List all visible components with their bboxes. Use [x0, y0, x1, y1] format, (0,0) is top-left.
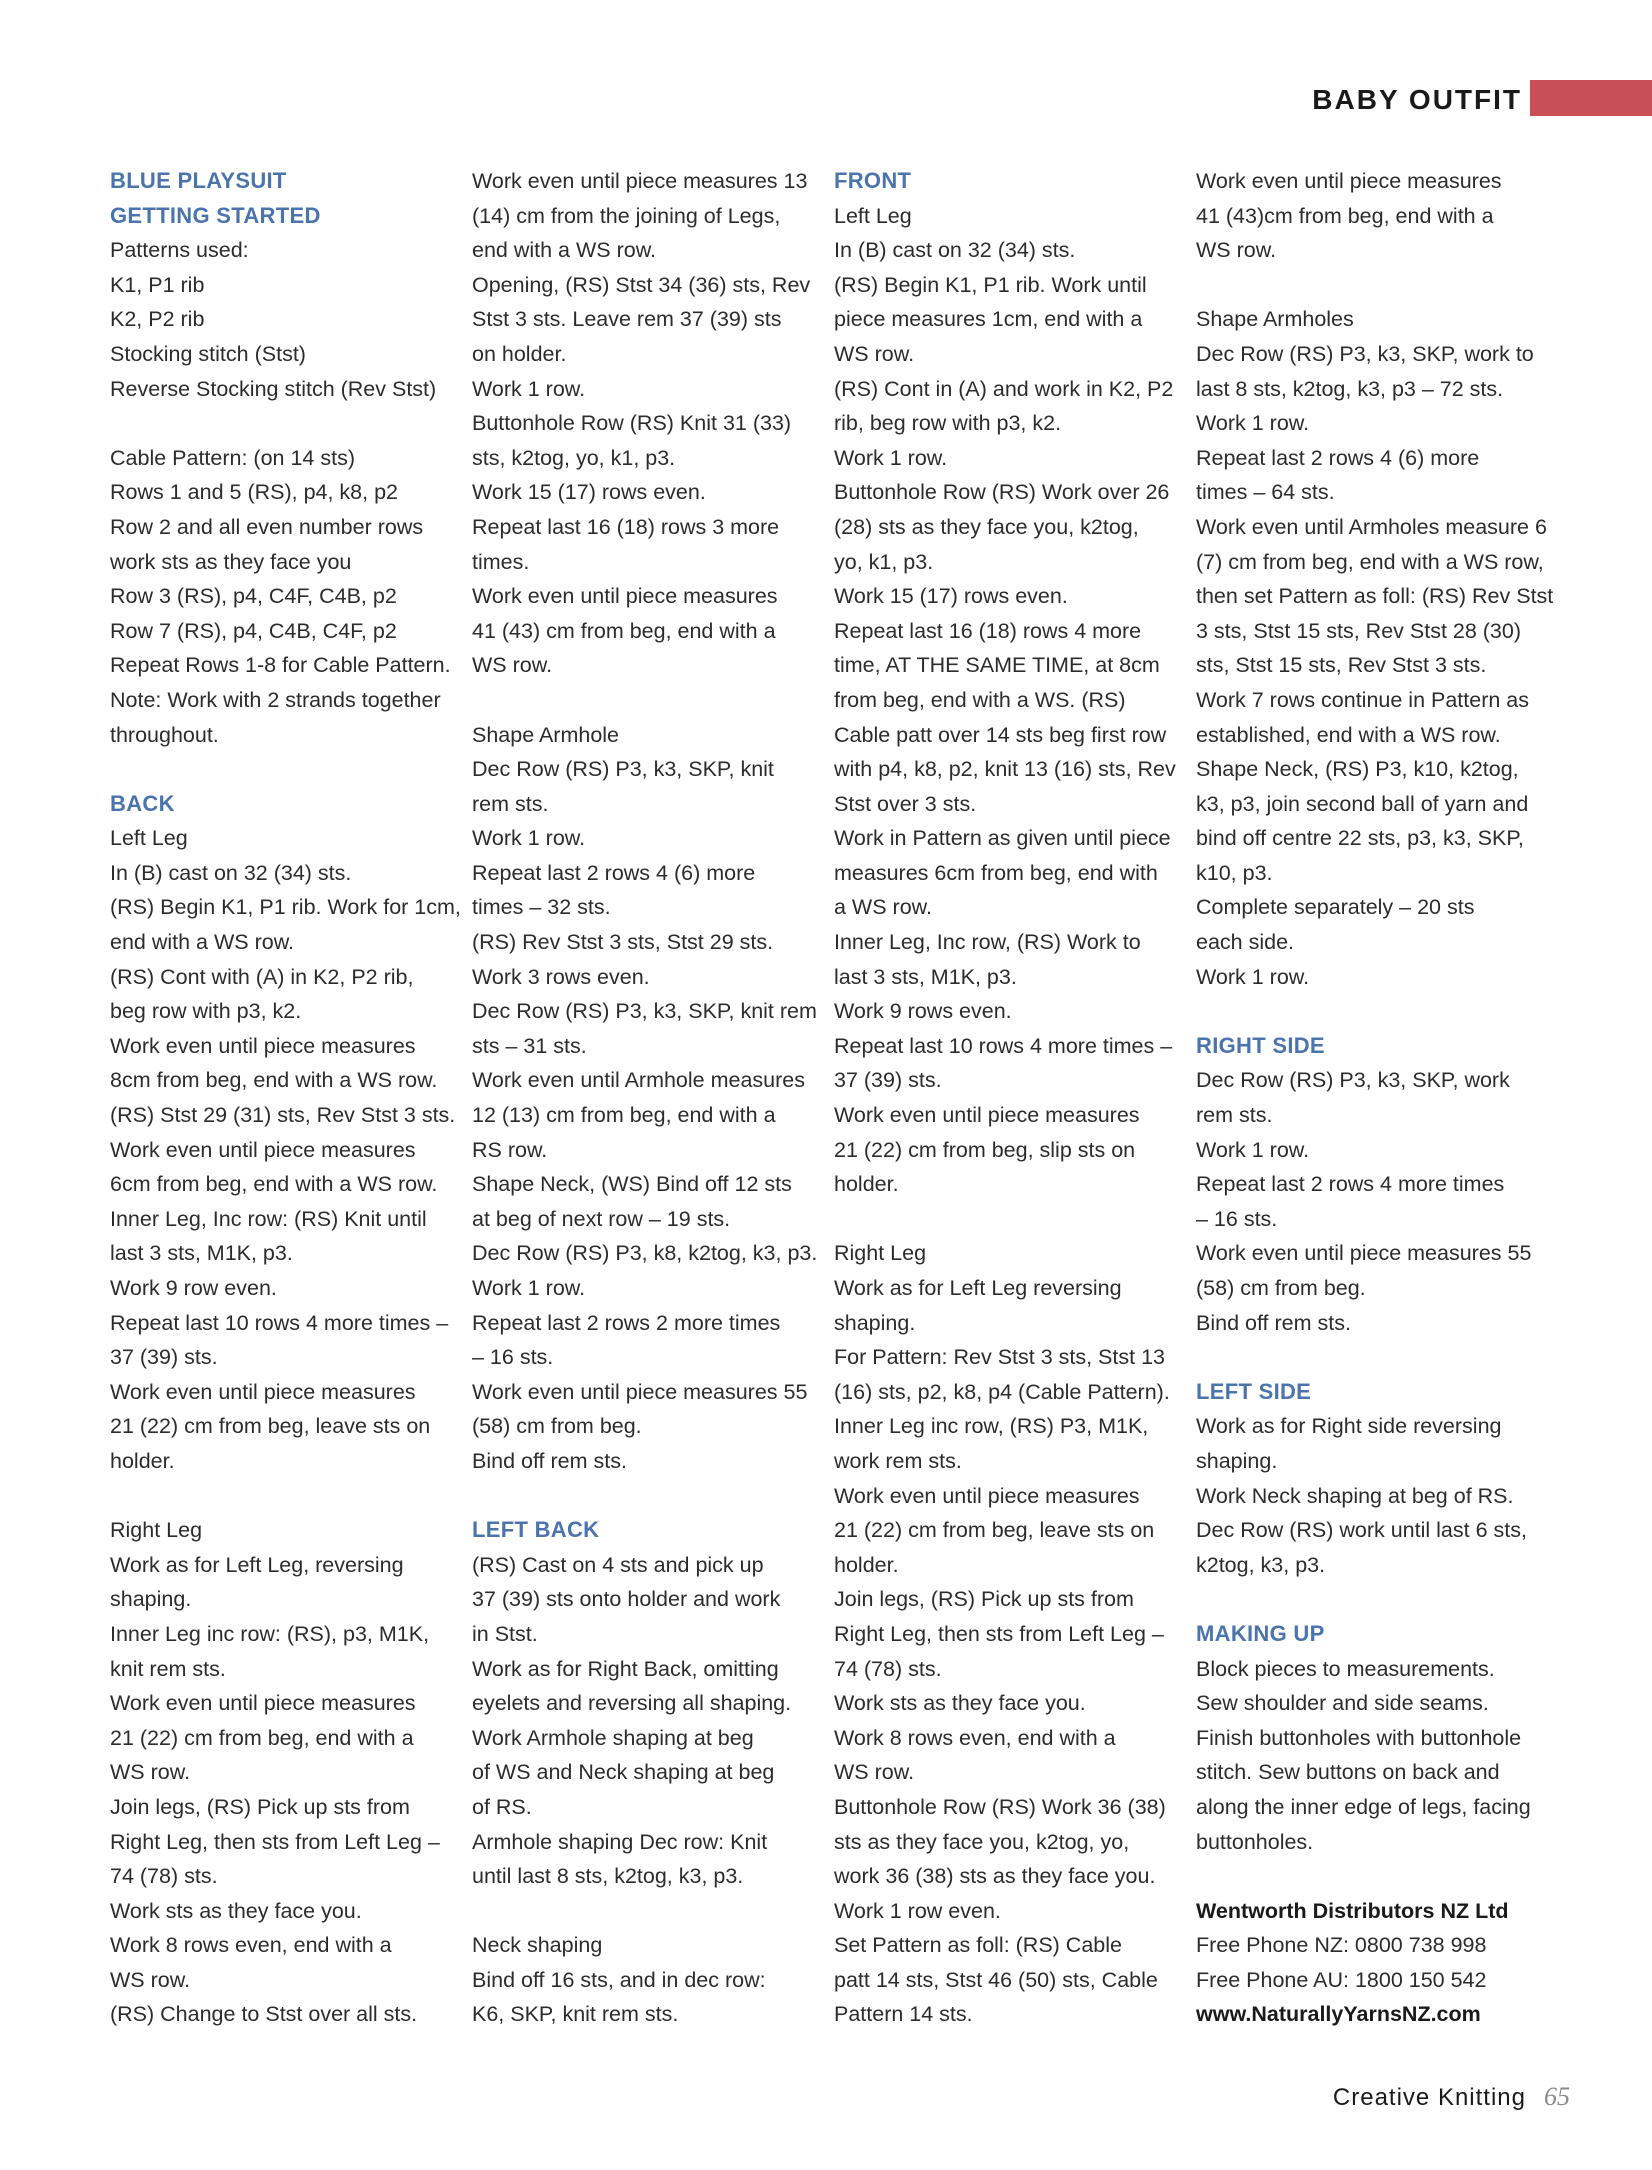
text-line: holder.: [834, 1172, 899, 1197]
section-color-bar: [1530, 80, 1652, 116]
text-line: (7) cm from beg, end with a WS row,: [1196, 549, 1544, 574]
text-line: Work 1 row.: [1196, 411, 1310, 436]
text-line: Inner Leg inc row, (RS) P3, M1K,: [834, 1414, 1149, 1439]
text-line: Work even until piece measures: [110, 1033, 416, 1058]
text-line: Repeat last 16 (18) rows 3 more: [472, 514, 780, 539]
text-line: 37 (39) sts.: [834, 1068, 942, 1093]
text-line: buttonholes.: [1196, 1829, 1314, 1854]
text-line: (RS) Begin K1, P1 rib. Work until: [834, 272, 1147, 297]
text-line: Join legs, (RS) Pick up sts from: [834, 1587, 1134, 1612]
text-line: – 16 sts.: [1196, 1206, 1278, 1231]
text-line: Work 9 rows even.: [834, 999, 1012, 1024]
text-line: 3 sts, Stst 15 sts, Rev Stst 28 (30): [1196, 618, 1522, 643]
text-line: Row 2 and all even number rows: [110, 514, 424, 539]
text-line: then set Pattern as foll: (RS) Rev Stst: [1196, 584, 1554, 609]
text-line: Work even until Armholes measure 6: [1196, 514, 1547, 539]
text-line: times.: [472, 549, 530, 574]
text-line: last 8 sts, k2tog, k3, p3 – 72 sts.: [1196, 376, 1504, 401]
section-heading: LEFT SIDE: [1196, 1378, 1312, 1404]
text-line: (58) cm from beg.: [472, 1414, 642, 1439]
text-line: Repeat last 2 rows 4 (6) more: [1196, 445, 1480, 470]
text-line: along the inner edge of legs, facing: [1196, 1794, 1531, 1819]
text-line: 74 (78) sts.: [834, 1656, 942, 1681]
text-line: Stst 3 sts. Leave rem 37 (39) sts: [472, 307, 782, 332]
text-line: until last 8 sts, k2tog, k3, p3.: [472, 1864, 744, 1889]
text-line: Buttonhole Row (RS) Knit 31 (33): [472, 411, 792, 436]
text-column-4: [1196, 164, 1554, 2032]
text-line: from beg, end with a WS. (RS): [834, 687, 1126, 712]
text-line: Pattern 14 sts.: [834, 2002, 973, 2027]
text-line: Dec Row (RS) P3, k3, SKP, work: [1196, 1068, 1510, 1093]
text-line: piece measures 1cm, end with a: [834, 307, 1143, 332]
text-line: (RS) Cast on 4 sts and pick up: [472, 1552, 764, 1577]
text-line: Work even until piece measures 55: [1196, 1241, 1532, 1266]
text-line: Work even until Armhole measures: [472, 1068, 805, 1093]
text-line: holder.: [110, 1448, 175, 1473]
text-line: Bind off rem sts.: [472, 1448, 627, 1473]
text-line: last 3 sts, M1K, p3.: [110, 1241, 293, 1266]
text-line: knit rem sts.: [110, 1656, 226, 1681]
text-line: 8cm from beg, end with a WS row.: [110, 1068, 438, 1093]
text-line: 21 (22) cm from beg, leave sts on: [110, 1414, 431, 1439]
publication-name: Creative Knitting: [1332, 2084, 1526, 2111]
text-line: holder.: [834, 1552, 899, 1577]
text-line: Work even until piece measures 55: [472, 1379, 808, 1404]
text-line: Work as for Left Leg, reversing: [110, 1552, 404, 1577]
section-heading: MAKING UP: [1196, 1620, 1325, 1646]
text-line: Bind off 16 sts, and in dec row:: [472, 1967, 766, 1992]
text-line: Inner Leg, Inc row: (RS) Knit until: [110, 1206, 427, 1231]
text-line: shaping.: [834, 1310, 916, 1335]
text-line: Right Leg: [110, 1518, 203, 1543]
section-heading: GETTING STARTED: [110, 202, 321, 228]
text-line: 41 (43) cm from beg, end with a: [472, 618, 776, 643]
text-line: Repeat last 2 rows 4 more times: [1196, 1172, 1505, 1197]
text-column-1: [110, 164, 461, 2032]
text-line: Work 3 rows even.: [472, 964, 650, 989]
text-line: 21 (22) cm from beg, slip sts on: [834, 1137, 1136, 1162]
text-line: Work even until piece measures: [472, 584, 778, 609]
text-line: shaping.: [110, 1587, 192, 1612]
text-line: Work 8 rows even, end with a: [110, 1933, 392, 1958]
blank-line: [834, 1202, 1174, 1237]
text-line: (RS) Stst 29 (31) sts, Rev Stst 3 sts.: [110, 1103, 456, 1128]
text-line: Dec Row (RS) P3, k3, SKP, work to: [1196, 341, 1534, 366]
text-line: Repeat last 10 rows 4 more times –: [110, 1310, 449, 1335]
text-line: Buttonhole Row (RS) Work 36 (38): [834, 1794, 1166, 1819]
text-line: Stocking stitch (Stst): [110, 341, 306, 366]
section-heading: FRONT: [834, 168, 912, 193]
text-line: Work as for Right Back, omitting: [472, 1656, 779, 1681]
blank-line: [472, 683, 812, 718]
text-line: Dec Row (RS) P3, k3, SKP, knit: [472, 757, 774, 782]
text-line: Note: Work with 2 strands together: [110, 687, 441, 712]
text-line: 41 (43)cm from beg, end with a: [1196, 203, 1494, 228]
text-line: Work even until piece measures: [110, 1137, 416, 1162]
text-line: shaping.: [1196, 1448, 1278, 1473]
text-line: (14) cm from the joining of Legs,: [472, 203, 781, 228]
text-line: on holder.: [472, 341, 567, 366]
text-line: Work 15 (17) rows even.: [472, 480, 706, 505]
text-line: sts, k2tog, yo, k1, p3.: [472, 445, 676, 470]
blank-line: [1196, 1859, 1536, 1894]
text-line: Finish buttonholes with buttonhole: [1196, 1725, 1522, 1750]
text-line: rib, beg row with p3, k2.: [834, 411, 1062, 436]
text-line: In (B) cast on 32 (34) sts.: [834, 238, 1076, 263]
text-line: Inner Leg, Inc row, (RS) Work to: [834, 930, 1141, 955]
text-line: K1, P1 rib: [110, 272, 205, 297]
text-line: Work even until piece measures: [110, 1691, 416, 1716]
text-column-3: [834, 164, 1174, 2032]
text-line: Bind off rem sts.: [1196, 1310, 1351, 1335]
text-line: k10, p3.: [1196, 860, 1273, 885]
text-line: Reverse Stocking stitch (Rev Stst): [110, 376, 437, 401]
text-line: yo, k1, p3.: [834, 549, 934, 574]
text-line: Work as for Left Leg reversing: [834, 1276, 1122, 1300]
text-line: Cable Pattern: (on 14 sts): [110, 445, 355, 470]
text-line: Stst over 3 sts.: [834, 791, 977, 816]
text-line: Dec Row (RS) P3, k3, SKP, knit rem: [472, 999, 817, 1024]
text-line: Work 1 row.: [1196, 1137, 1310, 1162]
text-line: Work Neck shaping at beg of RS.: [1196, 1483, 1514, 1508]
text-line: Right Leg, then sts from Left Leg –: [110, 1829, 440, 1854]
page-footer: [1250, 2082, 1570, 2112]
text-line: Work sts as they face you.: [834, 1691, 1086, 1716]
text-line: of RS.: [472, 1794, 532, 1819]
text-line: RS row.: [472, 1137, 548, 1162]
text-line: Work 1 row.: [1196, 964, 1310, 989]
text-line: Complete separately – 20 sts: [1196, 895, 1475, 920]
text-line: established, end with a WS row.: [1196, 722, 1501, 747]
text-line: of WS and Neck shaping at beg: [472, 1760, 775, 1785]
text-line: (RS) Change to Stst over all sts.: [110, 2002, 418, 2027]
text-line: Work sts as they face you.: [110, 1898, 362, 1923]
text-line: Left Leg: [110, 826, 188, 851]
text-line: WS row.: [1196, 238, 1277, 263]
text-line: beg row with p3, k2.: [110, 999, 302, 1024]
text-line: sts, Stst 15 sts, Rev Stst 3 sts.: [1196, 653, 1487, 678]
text-line: Work Armhole shaping at beg: [472, 1725, 754, 1750]
text-line: work sts as they face you: [110, 549, 352, 574]
text-line: times – 64 sts.: [1196, 480, 1335, 505]
text-line: times – 32 sts.: [472, 895, 611, 920]
text-line: Work as for Right side reversing: [1196, 1414, 1502, 1439]
text-line: patt 14 sts, Stst 46 (50) sts, Cable: [834, 1967, 1158, 1992]
text-line: Shape Armholes: [1196, 307, 1354, 332]
text-line: eyelets and reversing all shaping.: [472, 1691, 792, 1716]
text-line: Shape Neck, (RS) P3, k10, k2tog,: [1196, 757, 1519, 782]
text-line: end with a WS row.: [472, 238, 657, 263]
text-line: Dec Row (RS) work until last 6 sts,: [1196, 1518, 1527, 1543]
text-line: Set Pattern as foll: (RS) Cable: [834, 1933, 1122, 1958]
text-line: Wentworth Distributors NZ Ltd: [1196, 1898, 1509, 1923]
page-number: 65: [1544, 2082, 1570, 2111]
text-line: WS row.: [110, 1760, 191, 1785]
text-line: work 36 (38) sts as they face you.: [834, 1864, 1156, 1889]
blank-line: [472, 1479, 812, 1514]
text-line: (RS) Cont in (A) and work in K2, P2: [834, 376, 1174, 401]
text-line: Work even until piece measures: [1196, 169, 1502, 193]
text-line: Work 8 rows even, end with a: [834, 1725, 1116, 1750]
text-line: sts as they face you, k2tog, yo,: [834, 1829, 1130, 1854]
text-line: k2tog, k3, p3.: [1196, 1552, 1326, 1577]
text-line: rem sts.: [1196, 1103, 1273, 1128]
text-line: Right Leg: [834, 1241, 927, 1266]
text-line: 37 (39) sts onto holder and work: [472, 1587, 781, 1612]
text-line: in Stst.: [472, 1621, 538, 1646]
text-line: Repeat last 2 rows 4 (6) more: [472, 860, 756, 885]
text-line: Buttonhole Row (RS) Work over 26: [834, 480, 1170, 505]
text-line: Work even until piece measures: [110, 1379, 416, 1404]
text-line: Patterns used:: [110, 238, 249, 263]
text-line: (58) cm from beg.: [1196, 1276, 1366, 1300]
text-line: Sew shoulder and side seams.: [1196, 1691, 1489, 1716]
text-line: Rows 1 and 5 (RS), p4, k8, p2: [110, 480, 399, 505]
text-line: Work even until piece measures: [834, 1103, 1140, 1128]
text-line: measures 6cm from beg, end with: [834, 860, 1158, 885]
text-line: k3, p3, join second ball of yarn and: [1196, 791, 1529, 816]
text-line: Join legs, (RS) Pick up sts from: [110, 1794, 410, 1819]
text-line: Repeat last 10 rows 4 more times –: [834, 1033, 1173, 1058]
text-line: WS row.: [110, 1967, 191, 1992]
text-line: Shape Neck, (WS) Bind off 12 sts: [472, 1172, 792, 1197]
text-line: Work 1 row.: [472, 1276, 586, 1300]
text-line: Work in Pattern as given until piece: [834, 826, 1171, 851]
text-line: sts – 31 sts.: [472, 1033, 587, 1058]
text-line: stitch. Sew buttons on back and: [1196, 1760, 1500, 1785]
text-line: Shape Armhole: [472, 722, 620, 747]
text-line: WS row.: [834, 1760, 915, 1785]
text-column-2: [472, 164, 818, 2032]
text-line: For Pattern: Rev Stst 3 sts, Stst 13: [834, 1345, 1165, 1370]
text-line: each side.: [1196, 930, 1295, 955]
text-line: 12 (13) cm from beg, end with a: [472, 1103, 776, 1128]
text-line: Armhole shaping Dec row: Knit: [472, 1829, 768, 1854]
section-heading: RIGHT SIDE: [1196, 1032, 1325, 1058]
blank-line: [1196, 1582, 1536, 1617]
blank-line: [110, 406, 450, 441]
section-title: BABY OUTFIT: [1312, 84, 1522, 115]
text-line: 6cm from beg, end with a WS row.: [110, 1172, 438, 1197]
text-line: Row 7 (RS), p4, C4B, C4F, p2: [110, 618, 397, 643]
text-line: at beg of next row – 19 sts.: [472, 1206, 731, 1231]
text-line: Free Phone NZ: 0800 738 998: [1196, 1933, 1487, 1958]
text-line: Repeat Rows 1-8 for Cable Pattern.: [110, 653, 451, 678]
text-line: Inner Leg inc row: (RS), p3, M1K,: [110, 1621, 430, 1646]
text-line: work rem sts.: [834, 1448, 962, 1473]
text-line: Block pieces to measurements.: [1196, 1656, 1495, 1681]
text-line: rem sts.: [472, 791, 549, 816]
text-line: throughout.: [110, 722, 219, 747]
text-line: Opening, (RS) Stst 34 (36) sts, Rev: [472, 272, 811, 297]
text-line: Work 1 row.: [472, 376, 586, 401]
text-line: (16) sts, p2, k8, p4 (Cable Pattern).: [834, 1379, 1170, 1404]
text-line: Repeat last 2 rows 2 more times: [472, 1310, 781, 1335]
text-line: end with a WS row.: [110, 930, 295, 955]
text-line: (RS) Begin K1, P1 rib. Work for 1cm,: [110, 895, 461, 920]
text-line: last 3 sts, M1K, p3.: [834, 964, 1017, 989]
text-line: Work even until piece measures: [834, 1483, 1140, 1508]
section-heading: BACK: [110, 790, 175, 816]
blank-line: [472, 1894, 812, 1929]
text-line: with p4, k8, p2, knit 13 (16) sts, Rev: [834, 757, 1176, 782]
text-line: bind off centre 22 sts, p3, k3, SKP,: [1196, 826, 1524, 851]
text-line: Cable patt over 14 sts beg first row: [834, 722, 1167, 747]
text-line: 74 (78) sts.: [110, 1864, 218, 1889]
text-line: Repeat last 16 (18) rows 4 more: [834, 618, 1142, 643]
section-heading: BLUE PLAYSUIT: [110, 168, 287, 193]
text-line: – 16 sts.: [472, 1345, 554, 1370]
blank-line: [1196, 1340, 1536, 1375]
text-line: In (B) cast on 32 (34) sts.: [110, 860, 352, 885]
text-line: WS row.: [472, 653, 553, 678]
blank-line: [110, 1479, 450, 1514]
blank-line: [1196, 994, 1536, 1029]
text-line: Work 1 row.: [472, 826, 586, 851]
text-line: K2, P2 rib: [110, 307, 205, 332]
text-line: time, AT THE SAME TIME, at 8cm: [834, 653, 1160, 678]
section-heading: LEFT BACK: [472, 1517, 600, 1543]
text-line: Work 15 (17) rows even.: [834, 584, 1068, 609]
text-line: 37 (39) sts.: [110, 1345, 218, 1370]
text-line: Neck shaping: [472, 1933, 603, 1958]
text-line: Dec Row (RS) P3, k8, k2tog, k3, p3.: [472, 1241, 818, 1266]
text-line: Work even until piece measures 13: [472, 169, 808, 193]
blank-line: [110, 752, 450, 787]
text-line: 21 (22) cm from beg, end with a: [110, 1725, 414, 1750]
text-line: WS row.: [834, 341, 915, 366]
text-line: Work 1 row even.: [834, 1898, 1001, 1923]
text-line: Row 3 (RS), p4, C4F, C4B, p2: [110, 584, 397, 609]
text-line: Free Phone AU: 1800 150 542: [1196, 1967, 1487, 1992]
text-line: a WS row.: [834, 895, 932, 920]
text-line: (RS) Cont with (A) in K2, P2 rib,: [110, 964, 414, 989]
text-line: Work 9 row even.: [110, 1276, 277, 1300]
text-line: Work 7 rows continue in Pattern as: [1196, 687, 1530, 712]
text-line: Left Leg: [834, 203, 912, 228]
text-line: Work 1 row.: [834, 445, 948, 470]
text-line: K6, SKP, knit rem sts.: [472, 2002, 679, 2027]
text-line: (RS) Rev Stst 3 sts, Stst 29 sts.: [472, 930, 774, 955]
text-line: Right Leg, then sts from Left Leg –: [834, 1621, 1164, 1646]
text-line: (28) sts as they face you, k2tog,: [834, 514, 1139, 539]
text-line: www.NaturallyYarnsNZ.com: [1196, 2002, 1481, 2027]
blank-line: [1196, 268, 1536, 303]
text-line: 21 (22) cm from beg, leave sts on: [834, 1518, 1155, 1543]
